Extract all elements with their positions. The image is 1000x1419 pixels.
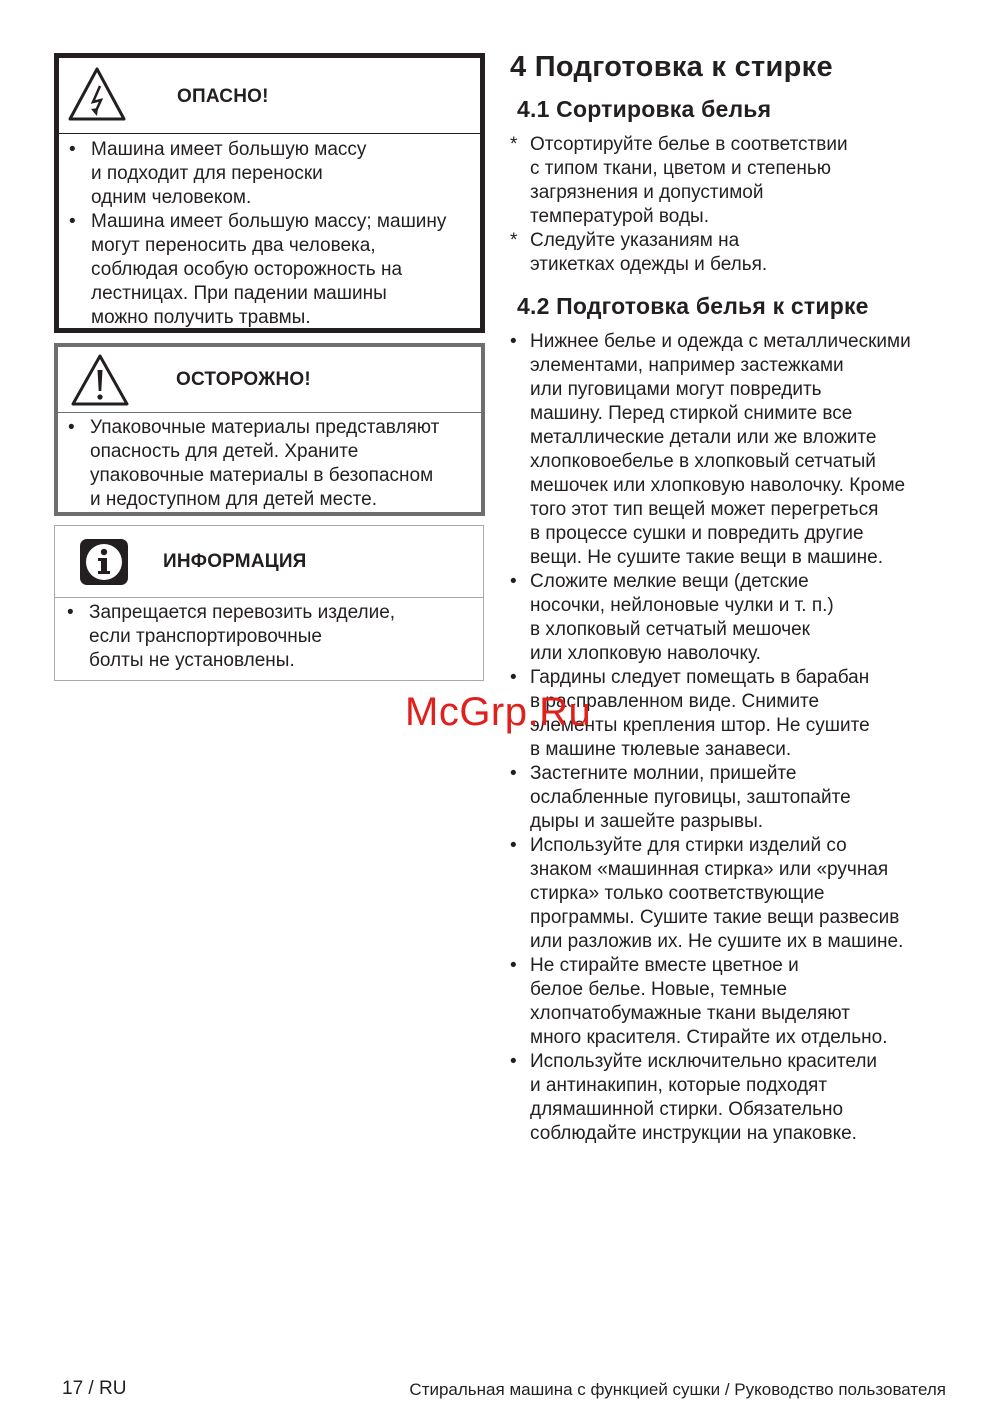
text-line: элементами, например застежками — [530, 355, 844, 376]
chapter-title: 4 Подготовка к стирке — [510, 51, 833, 83]
bullet-marker: • — [69, 139, 76, 160]
text-line: и подходит для переноски — [91, 163, 323, 184]
list-item — [510, 1050, 970, 1146]
danger-title: ОПАСНО! — [177, 86, 269, 107]
text-line: лестницах. При падении машины — [91, 283, 387, 304]
danger-header — [59, 58, 480, 134]
text-line: в процессе сушки и повредить другие — [530, 523, 864, 544]
info-item-1 — [65, 601, 483, 673]
list-item — [510, 133, 970, 229]
text-line: хлопчатобумажные ткани выделяют — [530, 1003, 850, 1024]
main-content — [510, 50, 970, 1146]
star-marker: * — [510, 134, 518, 155]
list-item — [510, 229, 970, 277]
text-line: Следуйте указаниям на — [530, 230, 740, 251]
text-line: или разложив их. Не сушите их в машине. — [530, 931, 904, 952]
text-line: знаком «машинная стирка» или «ручная — [530, 859, 889, 880]
text-line: Отсортируйте белье в соответствии — [530, 134, 848, 155]
section-4-1-list — [510, 133, 970, 277]
text-line: мешочек или хлопковую наволочку. Кроме — [530, 475, 906, 496]
bullet-marker: • — [510, 331, 517, 352]
text-line: Машина имеет большую массу — [91, 139, 367, 160]
text-line: программы. Сушите такие вещи развесив — [530, 907, 900, 928]
text-line: много красителя. Стирайте их отдельно. — [530, 1027, 888, 1048]
bullet-marker: • — [510, 1051, 517, 1072]
bullet-marker: • — [68, 417, 75, 438]
text-line: Не стирайте вместе цветное и — [530, 955, 799, 976]
bullet-marker: • — [510, 835, 517, 856]
text-line: загрязнения и допустимой — [530, 182, 764, 203]
bullet-marker: • — [67, 602, 74, 623]
text-line: болты не установлены. — [89, 650, 295, 671]
text-line: Застегните молнии, пришейте — [530, 763, 797, 784]
exclamation-warning-icon — [70, 353, 130, 407]
text-line: носочки, нейлоновые чулки и т. п.) — [530, 595, 834, 616]
danger-warning-box — [54, 53, 485, 333]
text-line: можно получить травмы. — [91, 307, 311, 328]
section-4-1-title: 4.1 Сортировка белья — [517, 96, 772, 122]
text-line: температурой воды. — [530, 206, 709, 227]
info-title: ИНФОРМАЦИЯ — [163, 551, 307, 572]
text-line: Используйте для стирки изделий со — [530, 835, 847, 856]
text-line: того этот тип вещей может перегреться — [530, 499, 879, 520]
text-line: одним человеком. — [91, 187, 252, 208]
text-line: белое белье. Новые, темные — [530, 979, 788, 1000]
text-line: хлопковоебелье в хлопковый сетчатый — [530, 451, 876, 472]
text-line: металлические детали или же вложите — [530, 427, 877, 448]
text-line: в расправленном виде. Снимите — [530, 691, 820, 712]
text-line: в машине тюлевые занавеси. — [530, 739, 792, 760]
bullet-marker: • — [510, 667, 517, 688]
star-marker: * — [510, 230, 518, 251]
text-line: Машина имеет большую массу; машину — [91, 211, 447, 232]
page-number: 17 / RU — [62, 1378, 127, 1399]
text-line: этикетках одежды и белья. — [530, 254, 768, 275]
caution-item-1 — [66, 416, 481, 512]
text-line: с типом ткани, цветом и степенью — [530, 158, 831, 179]
bullet-marker: • — [69, 211, 76, 232]
document-title: Стиральная машина с функцией сушки / Руководство пользователя — [409, 1380, 946, 1399]
text-line: если транспортировочные — [89, 626, 322, 647]
caution-title: ОСТОРОЖНО! — [176, 369, 311, 390]
text-line: вещи. Не сушите такие вещи в машине. — [530, 547, 884, 568]
text-line: машину. Перед стиркой снимите все — [530, 403, 853, 424]
text-line: или пуговицами могут повредить — [530, 379, 822, 400]
caution-list — [66, 416, 481, 512]
text-line: Запрещается перевозить изделие, — [89, 602, 396, 623]
caution-header — [58, 347, 481, 413]
danger-list — [67, 138, 480, 330]
text-line: упаковочные материалы в безопасном — [90, 465, 434, 486]
text-line: и антинакипин, которые подходят — [530, 1075, 828, 1096]
text-line: в хлопковый сетчатый мешочек — [530, 619, 810, 640]
list-item — [510, 954, 970, 1050]
caution-warning-box — [54, 343, 485, 516]
bullet-marker: • — [510, 955, 517, 976]
information-box — [54, 525, 484, 681]
bullet-marker: • — [510, 571, 517, 592]
text-line: ослабленные пуговицы, заштопайте — [530, 787, 851, 808]
text-line: длямашинной стирки. Обязательно — [530, 1099, 844, 1120]
text-line: соблюдайте инструкции на упаковке. — [530, 1123, 857, 1144]
text-line: могут переносить два человека, — [91, 235, 376, 256]
section-4-2-title: 4.2 Подготовка белья к стирке — [517, 293, 869, 319]
info-header — [55, 526, 483, 598]
list-item — [510, 330, 970, 570]
high-voltage-warning-icon — [67, 66, 127, 122]
text-line: соблюдая особую осторожность на — [91, 259, 403, 280]
text-line: Используйте исключительно красители — [530, 1051, 878, 1072]
bullet-marker: • — [510, 763, 517, 784]
danger-item-2 — [67, 210, 480, 330]
list-item — [510, 570, 970, 666]
text-line: и недоступном для детей месте. — [90, 489, 377, 510]
text-line: Нижнее белье и одежда с металлическими — [530, 331, 911, 352]
list-item — [510, 762, 970, 834]
list-item — [510, 834, 970, 954]
text-line: Гардины следует помещать в барабан — [530, 667, 870, 688]
info-list — [65, 601, 483, 673]
text-line: Упаковочные материалы представляют — [90, 417, 440, 438]
text-line: опасность для детей. Храните — [90, 441, 359, 462]
danger-item-1 — [67, 138, 480, 210]
text-line: дыры и зашейте разрывы. — [530, 811, 764, 832]
text-line: Сложите мелкие вещи (детские — [530, 571, 809, 592]
text-line: стирка» только соответствующие — [530, 883, 825, 904]
text-line: элементы крепления штор. Не сушите — [530, 715, 870, 736]
text-line: или хлопковую наволочку. — [530, 643, 761, 664]
information-icon — [79, 538, 129, 586]
watermark: McGrp.Ru — [405, 690, 592, 734]
section-4-2-list — [510, 330, 970, 1146]
